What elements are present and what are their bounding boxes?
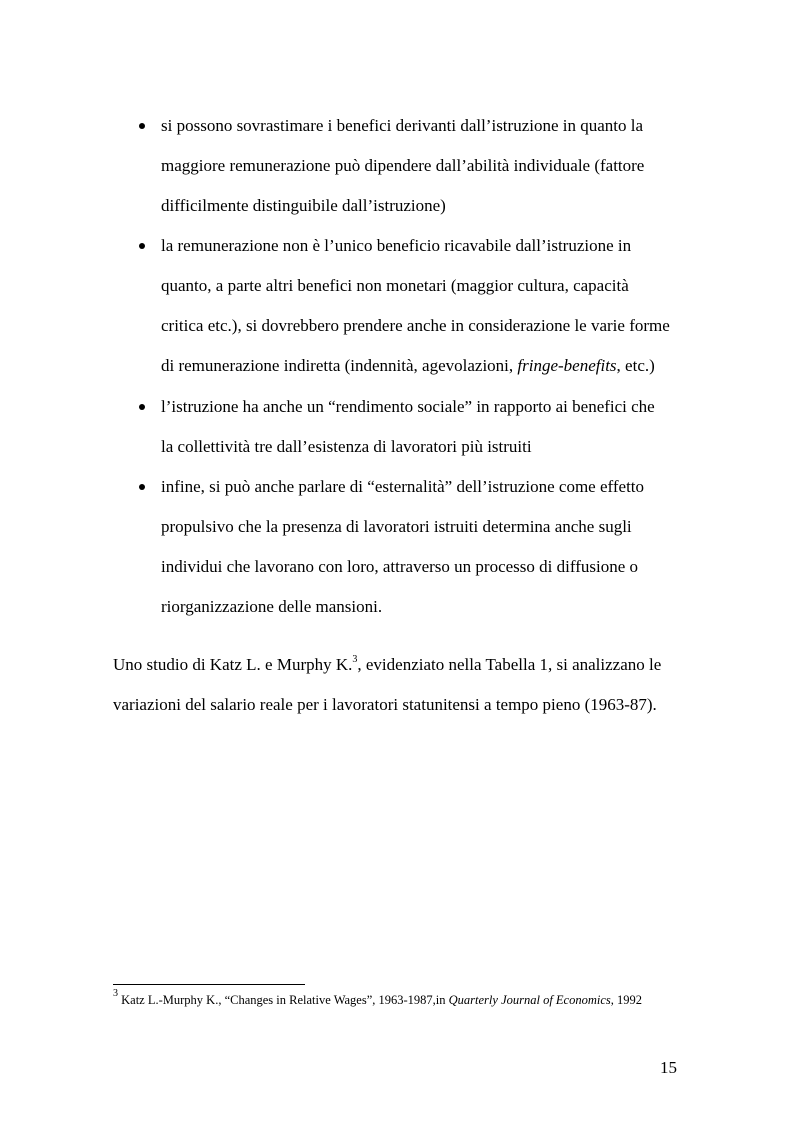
footnote-ref: 3 [352, 654, 358, 665]
bullet-2-line-2: quanto, a parte altri benefici non monetari (maggior cultura, capacità [161, 276, 629, 295]
paragraph-text: Uno studio di Katz L. e Murphy K. [113, 655, 353, 674]
bullet-marker [139, 484, 145, 490]
footnote-text: Katz L.-Murphy K., “Changes in Relative Wages”, 1963-1987,in [118, 993, 449, 1007]
fringe-benefits-term: fringe-benefits [517, 356, 617, 375]
paragraph-line-2: variazioni del salario reale per i lavoratori statunitensi a tempo pieno (1963-87). [113, 695, 657, 714]
bullet-marker [139, 404, 145, 410]
footnote [113, 988, 643, 1008]
bullet-3-line-1: l’istruzione ha anche un “rendimento sociale” in rapporto ai benefici che [161, 397, 655, 416]
bullet-1-line-3: difficilmente distinguibile dall’istruzione) [161, 196, 446, 215]
footnote-number: 3 [113, 988, 118, 999]
bullet-2-line-4 [161, 356, 655, 376]
page-number: 15 [660, 1058, 677, 1077]
bullet-4-line-2: propulsivo che la presenza di lavoratori istruiti determina anche sugli [161, 517, 632, 536]
bullet-4-line-4: riorganizzazione delle mansioni. [161, 597, 383, 616]
bullet-2-line-4-end: , etc.) [616, 356, 655, 375]
bullet-2-line-4-text: di remunerazione indiretta (indennità, agevolazioni, [161, 356, 518, 375]
bullet-1-line-1: si possono sovrastimare i benefici derivanti dall’istruzione in quanto la [161, 116, 644, 135]
footnote-journal: Quarterly Journal of Economics [448, 993, 611, 1007]
paragraph-line-1 [113, 655, 661, 675]
bullet-marker [139, 123, 145, 129]
bullet-4-line-1: infine, si può anche parlare di “esternalità” dell’istruzione come effetto [161, 477, 645, 496]
bullet-2-line-3: critica etc.), si dovrebbero prendere anche in considerazione le varie forme [161, 316, 670, 335]
paragraph-text-cont: , evidenziato nella Tabella 1, si analizzano le [357, 655, 662, 674]
bullet-3-line-2: la collettività tre dall’esistenza di lavoratori più istruiti [161, 437, 532, 456]
bullet-2-line-1: la remunerazione non è l’unico beneficio ricavabile dall’istruzione in [161, 236, 632, 255]
bullet-marker [139, 243, 145, 249]
bullet-1-line-2: maggiore remunerazione può dipendere dall’abilità individuale (fattore [161, 156, 645, 175]
footnote-text-end: , 1992 [610, 993, 643, 1007]
bullet-4-line-3: individui che lavorano con loro, attraverso un processo di diffusione o [161, 557, 638, 576]
footnote-rule [113, 984, 305, 985]
